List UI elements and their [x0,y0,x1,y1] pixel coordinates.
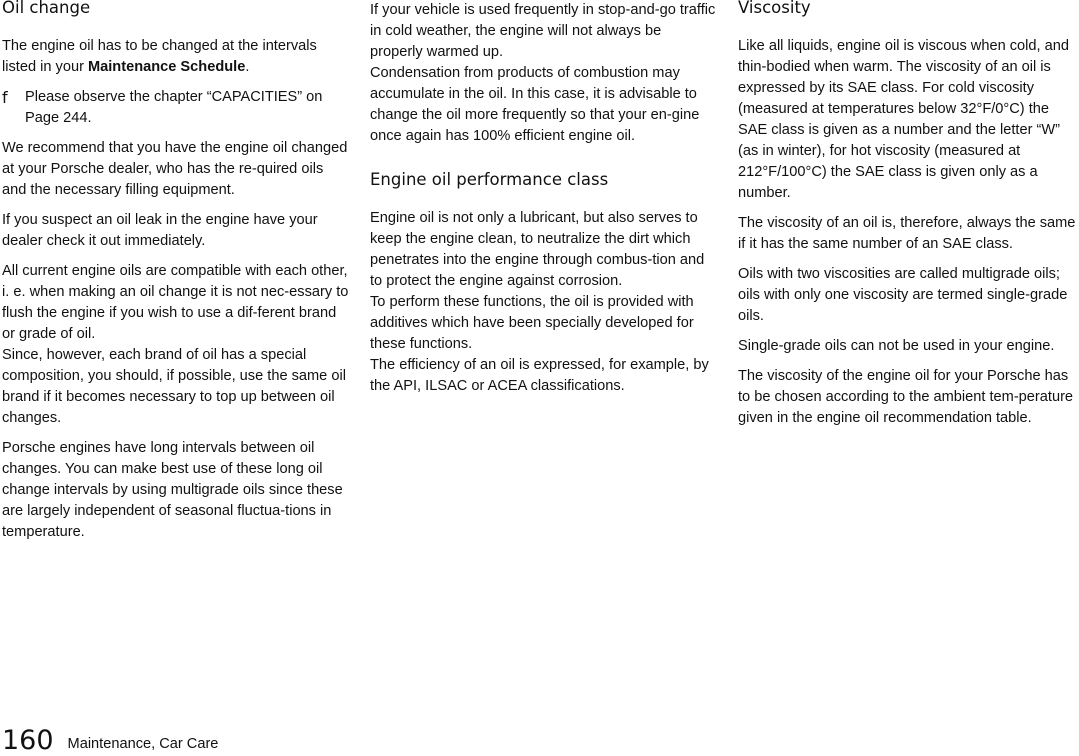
page-footer [2,726,218,756]
note-marker-icon: f [2,88,8,107]
page-number: 160 [2,725,54,756]
column-oil-change [2,0,350,552]
note-capacities [2,87,350,129]
heading-viscosity: Viscosity [738,0,811,17]
paragraph-viscosity-choice: The viscosity of the engine oil for your Porsche has to be chosen according to the ambient tem-perature given in the engine oil recommendation table. [738,368,1074,426]
paragraph-cold-weather-b: Condensation from products of combustion may accumulate in the oil. In this case, it is advisable to change the oil more frequently so that your en-gine once again has 100% efficient engine oil. [370,65,700,144]
column-viscosity [738,0,1079,438]
paragraph-cold-weather [370,0,716,147]
paragraph-viscosity-intro: Like all liquids, engine oil is viscous when cold, and thin-bodied when warm. The viscosity of an oil is expressed by its SAE class. For cold viscosity (measured at temperatures below 32°F/0°C) the SAE class is given as a number and the letter “W” (as in winter), for hot viscosity (measured at 212°F/100°C) the SAE class is given only as a number. [738,38,1069,201]
paragraph-oil-leak: If you suspect an oil leak in the engine have your dealer check it out immediately. [2,212,318,249]
paragraph-multigrade-def: Oils with two viscosities are called multigrade oils; oils with only one viscosity are termed single-grade oils. [738,266,1068,324]
paragraph-cold-weather-a: If your vehicle is used frequently in stop-and-go traffic in cold weather, the engine will not always be properly warmed up. [370,2,716,60]
paragraph-intervals-end: . [245,59,250,75]
paragraph-performance-a: Engine oil is not only a lubricant, but also serves to keep the engine clean, to neutralize the dirt which penetrates into the engine through combus-tion and to protect the engine against corrosion. [370,210,705,289]
heading-oil-change: Oil change [2,0,91,17]
paragraph-performance-c: The efficiency of an oil is expressed, for example, by the API, ILSAC or ACEA classifications. [370,357,709,394]
column-performance-class [370,0,716,397]
paragraph-intervals-text: The engine oil has to be changed at the intervals listed in your [2,38,317,75]
paragraph-multigrade: Porsche engines have long intervals between oil changes. You can make best use of these long oil change intervals by using multigrade oils since these are largely independent of seasonal fluctua-tions in temperature. [2,440,343,540]
maintenance-schedule-ref: Maintenance Schedule [87,59,246,75]
note-text: Please observe the chapter “CAPACITIES” on Page 244. [25,89,323,126]
section-title: Maintenance, Car Care [67,736,219,752]
paragraph-viscosity-same: The viscosity of an oil is, therefore, always the same if it has the same number of an SAE class. [738,215,1076,252]
paragraph-intervals [2,36,350,78]
paragraph-compatible-a: All current engine oils are compatible with each other, i. e. when making an oil change it is not nec-essary to flush the engine if you wish to use a dif-ferent brand or grade of oil. [2,263,349,342]
paragraph-single-grade: Single-grade oils can not be used in your engine. [738,338,1055,354]
paragraph-compatible [2,261,350,429]
paragraph-performance [370,208,716,397]
heading-performance-class: Engine oil performance class [370,170,609,189]
paragraph-dealer: We recommend that you have the engine oil changed at your Porsche dealer, who has the re-quired oils and the necessary filling equipment. [2,140,348,198]
paragraph-compatible-b: Since, however, each brand of oil has a special composition, you should, if possible, use the same oil brand if it becomes necessary to top up between oil changes. [2,347,346,426]
paragraph-performance-b: To perform these functions, the oil is provided with additives which have been specially developed for these functions. [370,294,694,352]
